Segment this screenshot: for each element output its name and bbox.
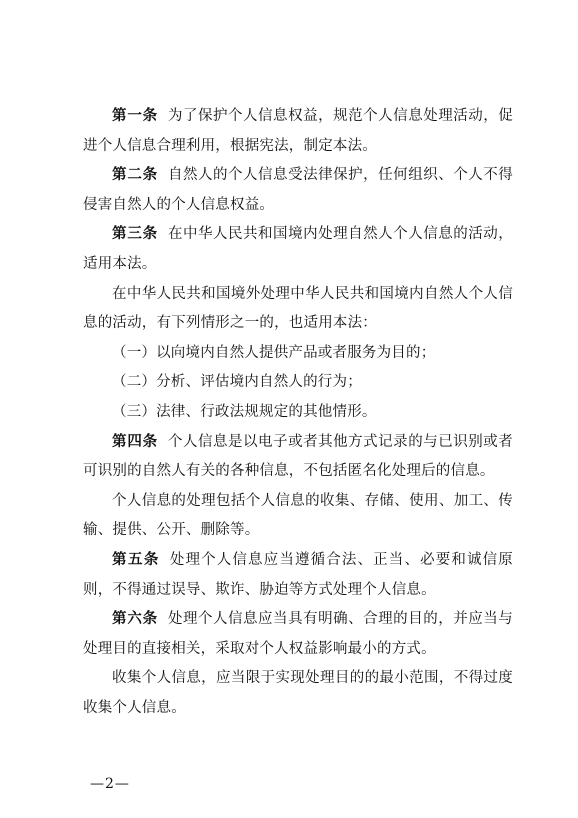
- document-body: [83, 102, 513, 723]
- page-number: —2—: [90, 776, 130, 792]
- article-text: 在中华人民共和国境内处理自然人个人信息的活动，适用本法。: [83, 226, 513, 272]
- list-item-text: （三）法律、行政法规规定的其他情形。: [112, 403, 377, 420]
- paragraph-text: 在中华人民共和国境外处理中华人民共和国境内自然人个人信息的活动，有下列情形之一的，也适用本法：: [83, 285, 513, 332]
- paragraph-text: 收集个人信息，应当限于实现处理目的的最小范围，不得过度收集个人信息。: [83, 670, 513, 716]
- article-6-paragraph: [83, 605, 513, 664]
- list-item-3: [83, 398, 513, 428]
- article-heading: 第五条: [112, 551, 160, 568]
- article-heading: 第六条: [112, 611, 158, 628]
- list-item-text: （二）分析、评估境内自然人的行为；: [112, 374, 362, 391]
- article-heading: 第一条: [112, 108, 158, 124]
- article-text: 处理个人信息应当遵循合法、正当、必要和诚信原则，不得通过误导、欺诈、胁迫等方式处理个人信息。: [83, 551, 513, 598]
- article-text: 为了保护个人信息权益，规范个人信息处理活动，促进个人信息合理利用，根据宪法，制定本法。: [83, 108, 513, 154]
- article-heading: 第二条: [112, 167, 158, 184]
- article-5-paragraph: [83, 546, 513, 605]
- article-text: 个人信息是以电子或者其他方式记录的与已识别或者可识别的自然人有关的各种信息，不包括匿名化处理后的信息。: [83, 433, 513, 480]
- article-3-second-paragraph: [83, 280, 513, 339]
- article-text: 自然人的个人信息受法律保护，任何组织、个人不得侵害自然人的个人信息权益。: [83, 167, 513, 213]
- article-text: 处理个人信息应当具有明确、合理的目的，并应当与处理目的直接相关，采取对个人权益影响最小的方式。: [83, 611, 513, 657]
- paragraph-text: 个人信息的处理包括个人信息的收集、存储、使用、加工、传输、提供、公开、删除等。: [83, 492, 513, 539]
- article-6-second-paragraph: [83, 664, 513, 723]
- article-2-paragraph: [83, 161, 513, 220]
- article-1-paragraph: [83, 102, 513, 161]
- article-3-paragraph: [83, 220, 513, 279]
- list-item-text: （一）以向境内自然人提供产品或者服务为目的；: [112, 344, 436, 361]
- article-heading: 第三条: [112, 226, 158, 243]
- list-item-1: [83, 339, 513, 369]
- list-item-2: [83, 368, 513, 398]
- article-heading: 第四条: [112, 433, 158, 450]
- article-4-second-paragraph: [83, 487, 513, 546]
- article-4-paragraph: [83, 428, 513, 487]
